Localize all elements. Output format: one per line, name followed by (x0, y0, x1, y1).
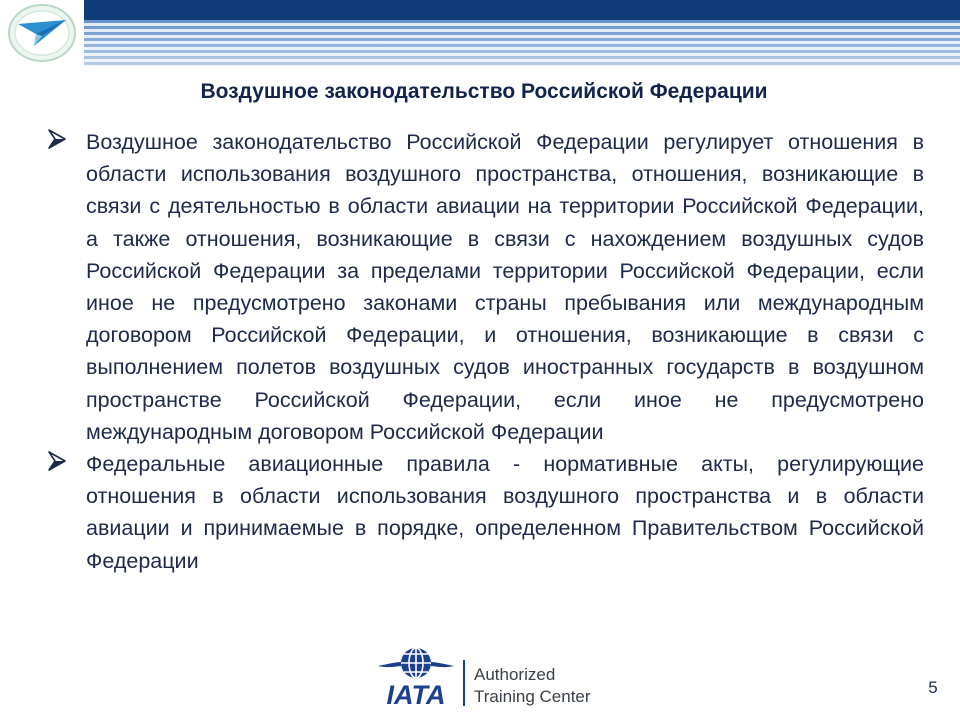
header-band (0, 0, 960, 66)
logo-caption-line2: Training Center (474, 687, 591, 706)
header-stripes-fade (84, 20, 960, 66)
arrow-bullet-icon (46, 128, 68, 150)
page-number: 5 (928, 678, 938, 697)
slide-title: Воздушное законодательство Российской Федерации (200, 80, 768, 103)
iata-globe-icon (378, 648, 454, 678)
top-logo (0, 0, 84, 66)
header-dark-bar (84, 0, 960, 20)
bullet-item (46, 126, 924, 448)
bullet-item (46, 448, 924, 577)
bullet-list (46, 126, 924, 577)
arrow-bullet-icon (46, 450, 68, 472)
logo-caption-line1: Authorized (474, 665, 556, 684)
bullet-text: Воздушное законодательство Российской Федерации регулирует отношения в области использования воздушного пространства, отношения, возникающие в связи с деятельностью в области авиации на территории Российской Федерации, а также отношения, возникающие в связи с нахождением воздушных судов Российской Федерации за пределами территории Российской Федерации, если иное не предусмотрено законами страны пребывания или международным договором Российской Федерации, и отношения, возникающие в связи с выполнением полетов воздушных судов иностранных государств в воздушном пространстве Российской Федерации, если иное не предусмотрено международным договором Российской Федерации (86, 130, 924, 444)
paper-plane-emblem-icon (4, 2, 78, 64)
iata-wordmark: IATA (386, 680, 446, 710)
bullet-text: Федеральные авиационные правила - нормативные акты, регулирующие отношения в области использования воздушного пространства и в области авиации и принимаемые в порядке, определенном Правительством Российской Федерации (86, 452, 924, 573)
iata-logo (376, 644, 596, 714)
